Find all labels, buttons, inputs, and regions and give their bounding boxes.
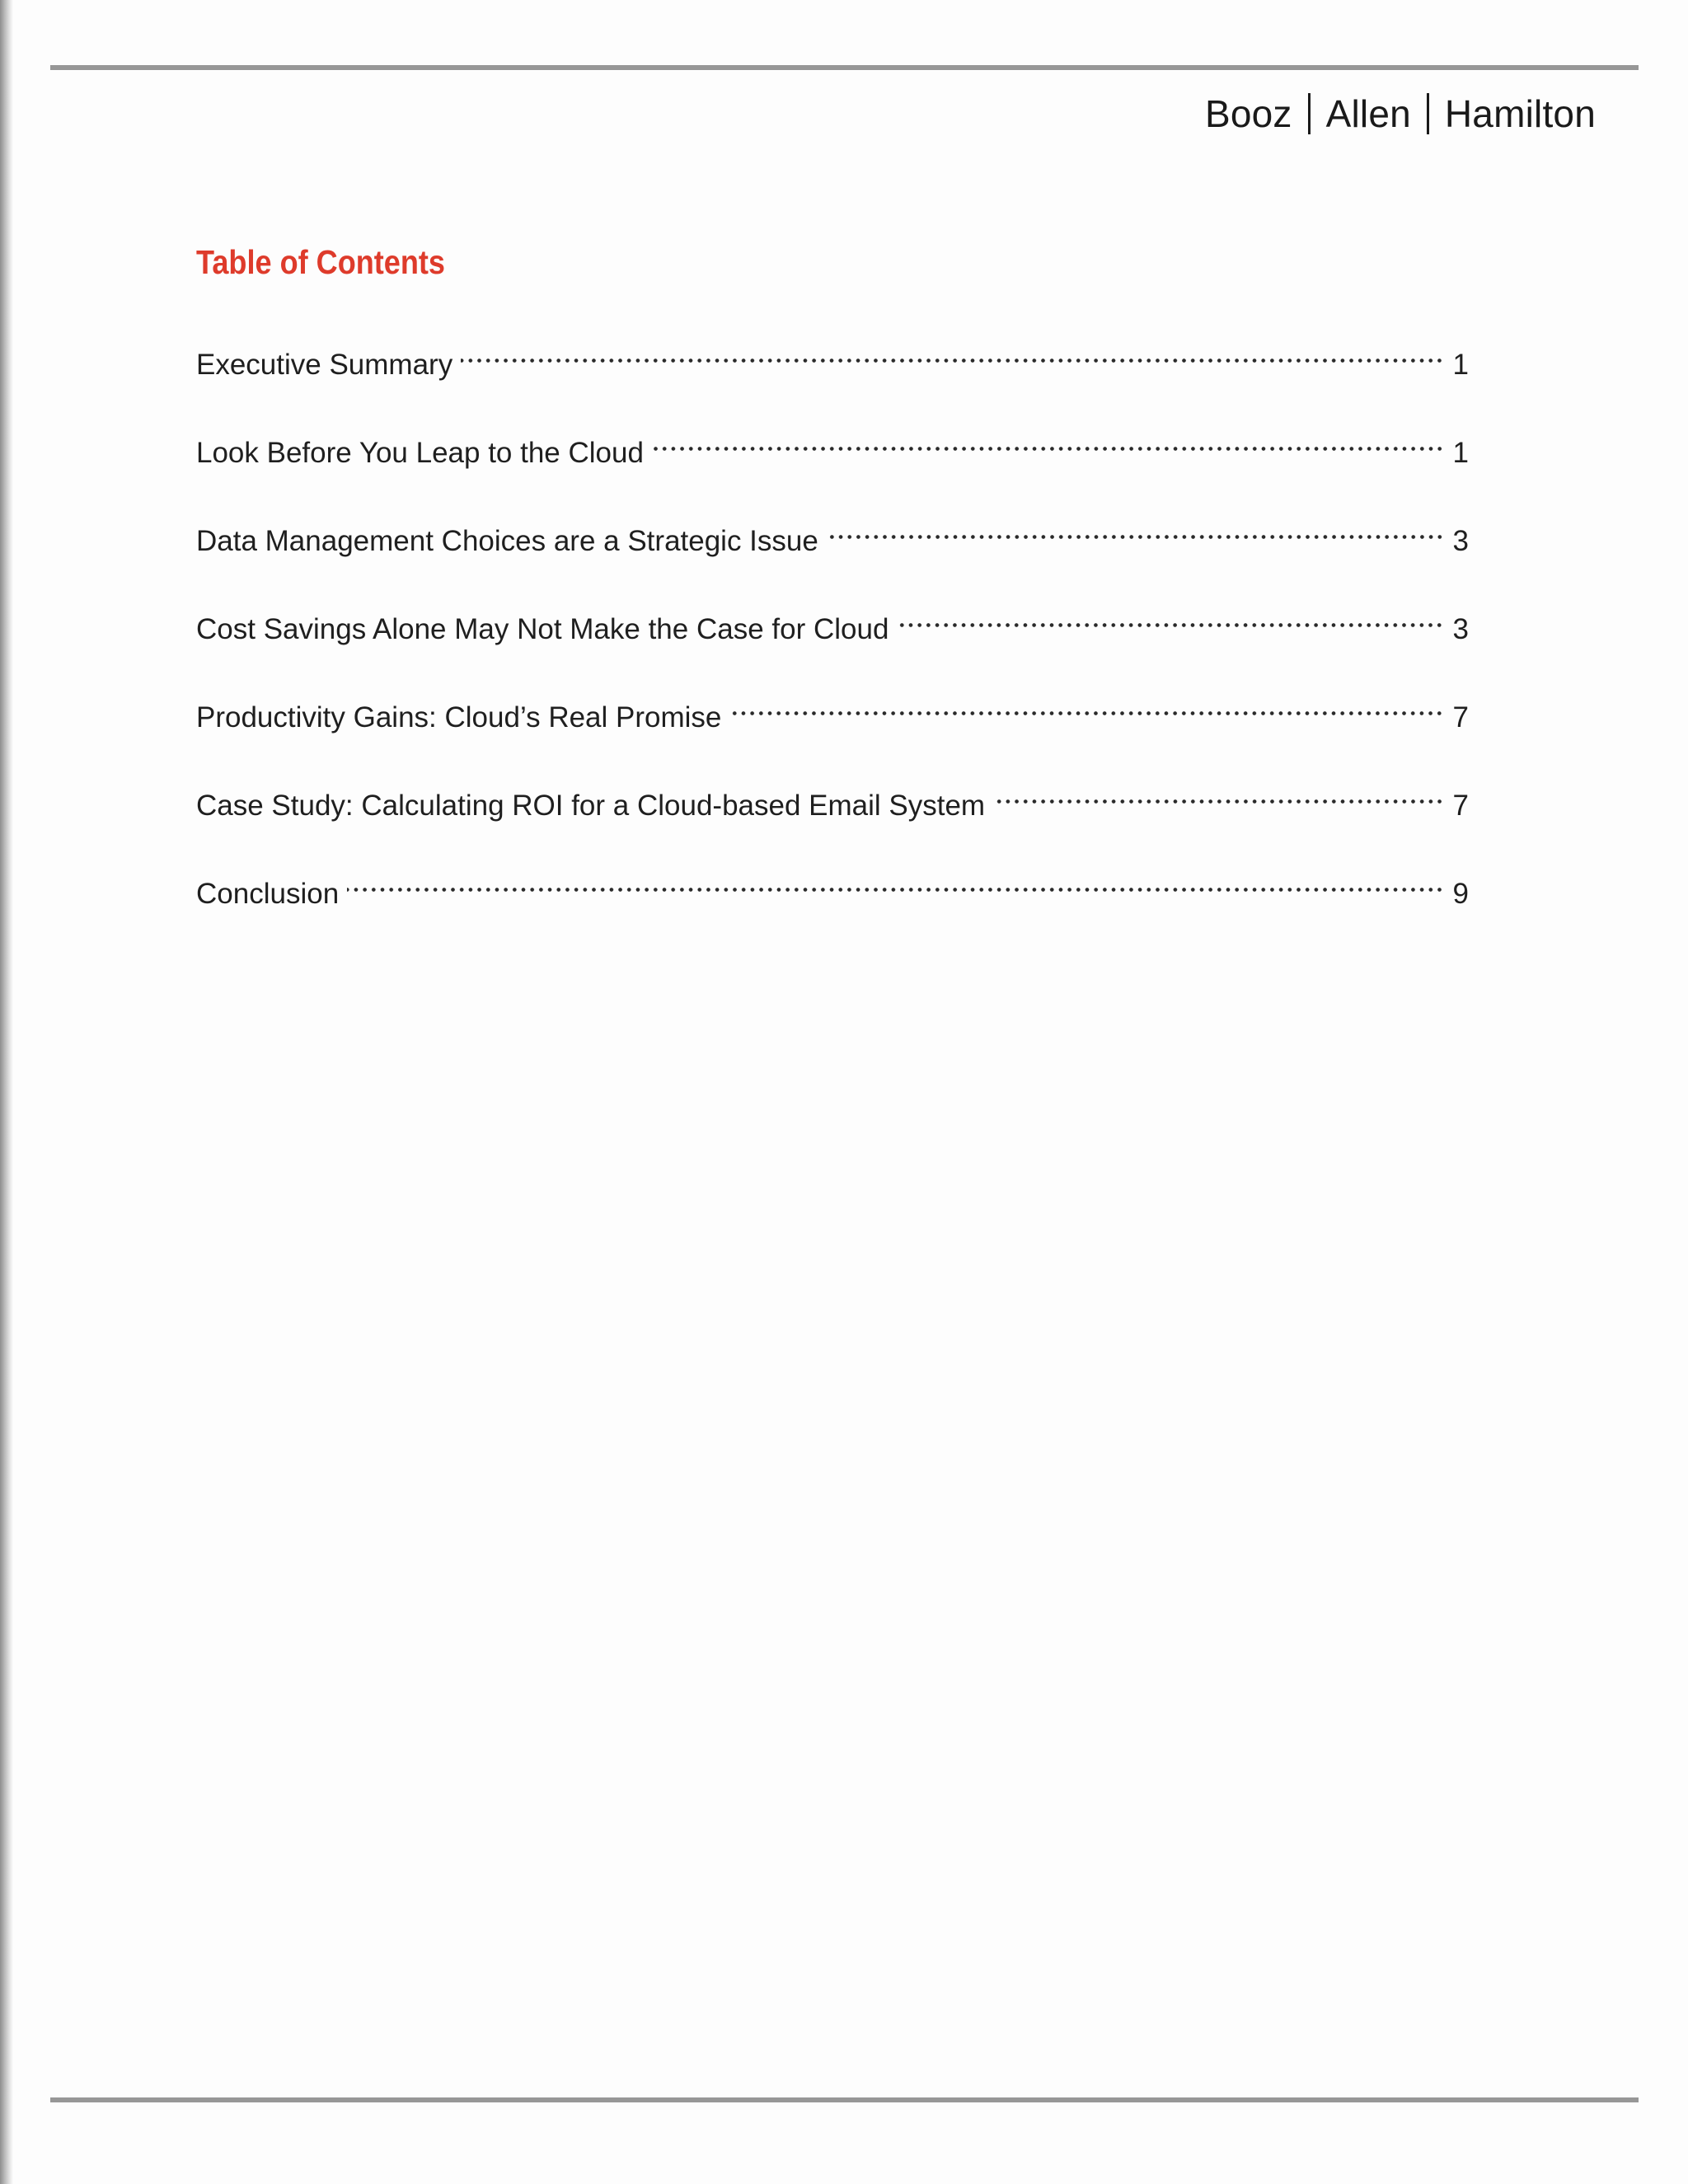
toc-entry-page: 7 [1452,790,1469,822]
toc-entry-label: Data Management Choices are a Strategic Issue [196,525,818,557]
brand-separator [1427,93,1429,134]
toc-entry-page: 9 [1452,878,1469,910]
page-edge-shadow [0,0,13,2184]
toc-entry-look-before-you-leap[interactable] [196,416,1469,504]
toc-entry-label: Cost Savings Alone May Not Make the Case for Cloud [196,613,889,645]
toc-entry-page: 3 [1452,613,1469,645]
dot-leader [827,504,1444,551]
toc-entry-label: Productivity Gains: Cloud’s Real Promise [196,701,722,733]
toc-entry-page: 1 [1452,349,1469,381]
toc-entry-page: 7 [1452,701,1469,733]
dot-leader [347,857,1444,903]
brand-word-hamilton: Hamilton [1444,92,1596,135]
top-rule [50,65,1639,70]
toc-entry-conclusion[interactable] [196,857,1469,945]
toc-title: Table of Contents [196,243,446,281]
dot-leader [461,328,1444,374]
toc-entry-cost-savings[interactable] [196,593,1469,681]
brand-separator [1308,93,1311,134]
dot-leader [652,416,1444,462]
toc-entry-executive-summary[interactable] [196,328,1469,416]
toc-entry-label: Look Before You Leap to the Cloud [196,437,644,469]
toc-entry-data-management[interactable] [196,504,1469,593]
toc-entry-label: Case Study: Calculating ROI for a Cloud-based Email System [196,790,986,822]
toc-entry-page: 3 [1452,525,1469,557]
dot-leader [993,769,1444,815]
dot-leader [897,593,1444,639]
dot-leader [729,681,1444,727]
toc-entry-label: Conclusion [196,878,340,910]
toc-list [196,328,1469,945]
toc-entry-case-study[interactable] [196,769,1469,857]
brand-logo [1205,89,1596,138]
toc-entry-label: Executive Summary [196,349,453,381]
brand-word-booz: Booz [1204,92,1292,135]
brand-word-allen: Allen [1325,92,1411,135]
bottom-rule [50,2097,1639,2102]
toc-entry-page: 1 [1452,437,1469,469]
toc-entry-productivity-gains[interactable] [196,681,1469,769]
